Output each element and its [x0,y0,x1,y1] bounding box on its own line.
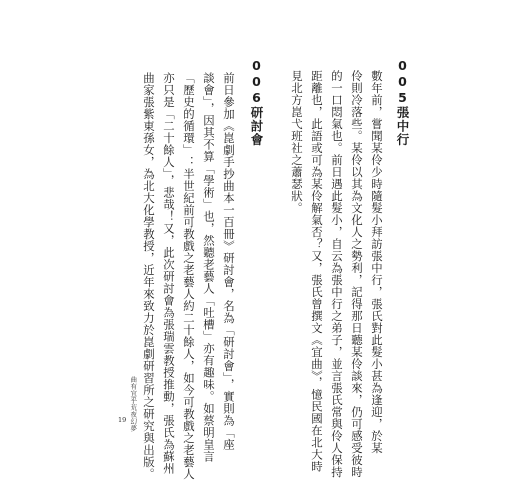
section-heading-005: 005張中行 [395,58,410,147]
section-005-line-3: 的一口悶氣也。前日遇此髮小，自云為張中行之弟子，並言張氏常與伶人保持 [330,70,344,478]
section-006-line-5: 曲家張紫東孫女，為北大化學教授，近年來致力於崑劇研習所之研究與出版。 [142,72,156,480]
page-footer [118,376,138,432]
section-005-line-1: 數年前，嘗聞某伶少時隨髮小拜訪張中行，張氏對此髮小甚為逢迎，於某 [370,70,384,454]
section-005-line-4: 距離也，此語或可為某伶解氣否？又，張氏曾撰文《宜曲》，憶民國在北大時 [310,70,324,473]
section-006-line-2: 談會」，因其不算「學術」也，然聽老藝人「吐槽」亦有趣味。如蔡明皇言 [202,72,216,463]
section-006-line-3: 「歷史的循環」：半世紀前可教戲之老藝人約二十餘人，如今可教戲之老藝人 [182,72,196,480]
section-005-line-5: 見北方崑弋班社之蕭瑟狀。 [290,70,304,214]
section-006-line-1: 前日參加《崑劇手抄曲本一百冊》研討會，名為「研討會」，實則為「座 [222,72,236,451]
section-005-line-2: 伶則冷落些。某伶以其為文化人之勢利，記得那日聽某伶談來，仍可感受彼時 [350,70,364,478]
page-number: 19 [118,416,127,424]
running-title: 曲有宜乎荒夜幻夢 [129,376,138,432]
section-heading-006: 006研討會 [249,58,264,147]
section-006-line-4: 亦只是「二十餘人」，悲哉！又，此次研討會為張瑞雲教授推動，張氏為蘇州 [162,72,176,475]
